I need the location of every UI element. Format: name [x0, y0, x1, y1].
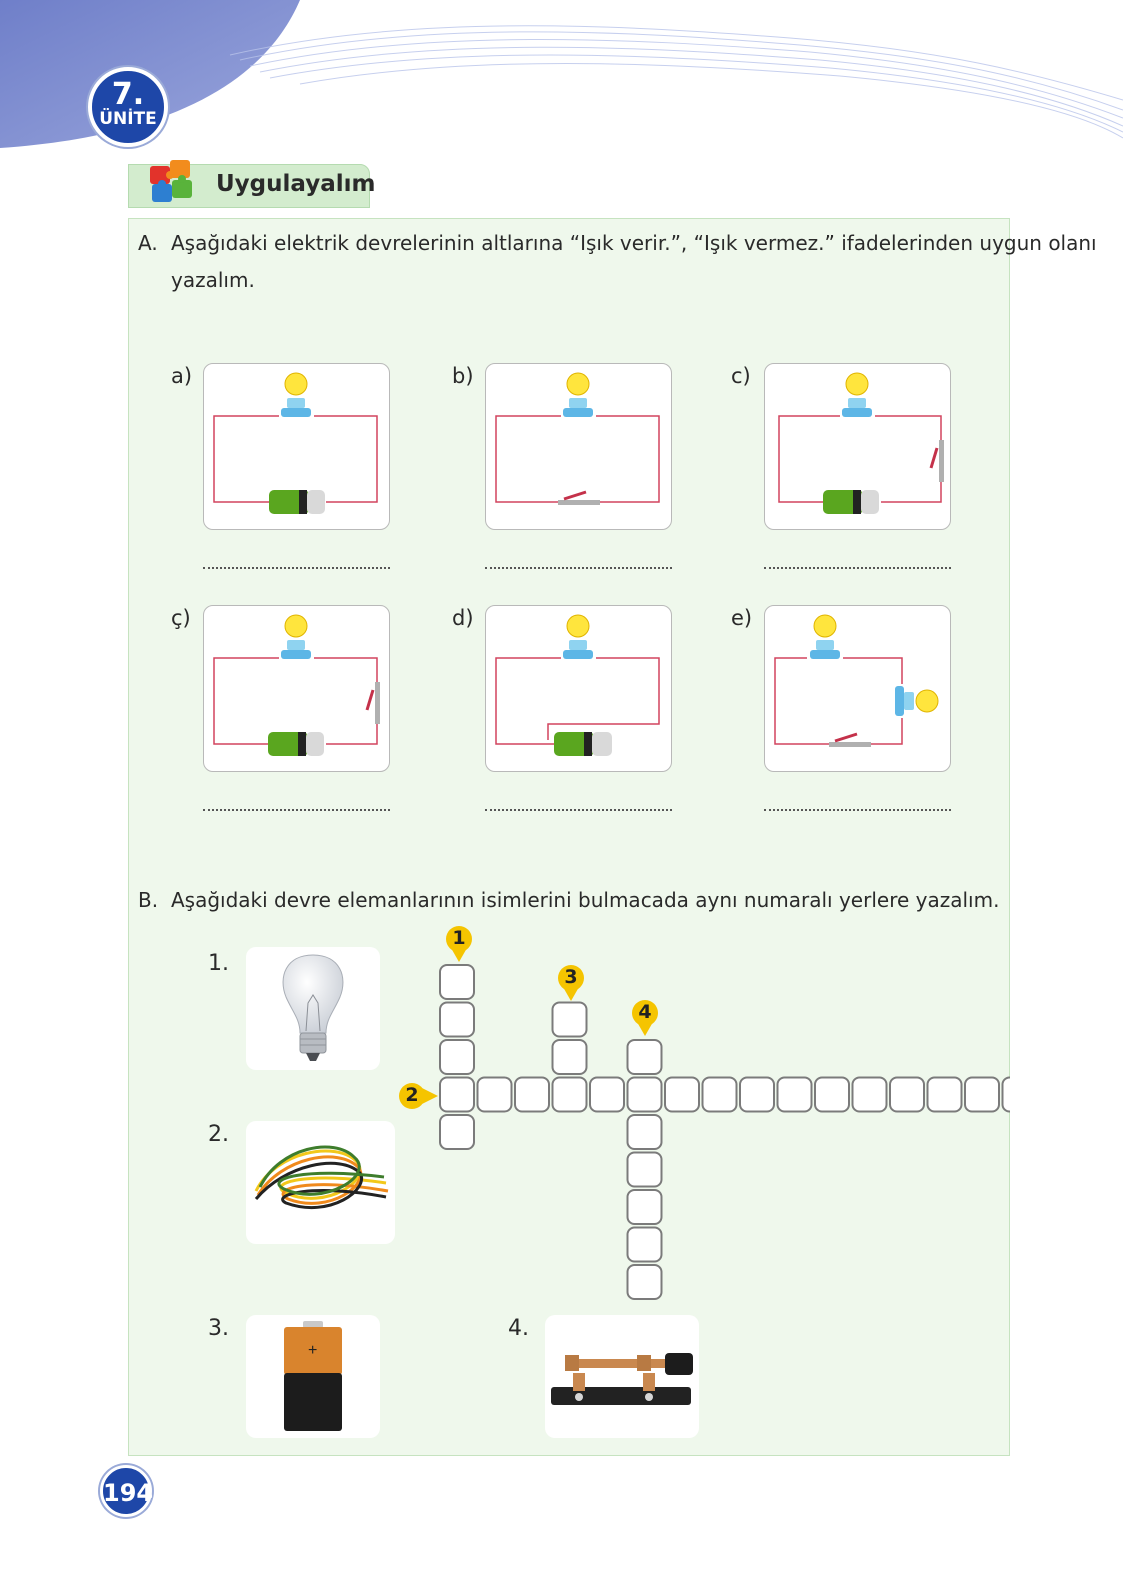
answer-line-d[interactable] [485, 809, 672, 811]
circuit-label-c: c) [731, 364, 751, 388]
crossword-cell[interactable] [553, 1040, 587, 1074]
battery-icon [823, 490, 879, 514]
light-bulb-icon [246, 947, 380, 1070]
item-card-battery [246, 1315, 380, 1438]
circuit-label-d: d) [452, 606, 474, 630]
switch-icon [829, 734, 871, 747]
battery-icon [269, 490, 325, 514]
part-b-instruction: Aşağıdaki devre elemanlarının isimlerini bulmacada aynı numaralı yerlere yazalım. [171, 888, 1000, 912]
circuit-diagram-c [764, 363, 951, 530]
switch-icon [931, 440, 944, 482]
circuit-diagram-a [203, 363, 390, 530]
header-decoration [0, 0, 1123, 160]
circuit-label-b: b) [452, 364, 474, 388]
item-card-switch [545, 1315, 699, 1438]
marker-1: 1 [452, 927, 466, 949]
section-title: Uygulayalım [216, 171, 376, 197]
wire-bundle-icon [246, 1121, 395, 1244]
marker-2: 2 [405, 1084, 419, 1106]
crossword-cell[interactable] [1003, 1078, 1011, 1112]
puzzle-icon [146, 156, 198, 206]
crossword-cell[interactable] [628, 1153, 662, 1187]
page-number: 194 [100, 1465, 152, 1517]
crossword-cell[interactable] [778, 1078, 812, 1112]
crossword-cell[interactable] [853, 1078, 887, 1112]
circuit-c-cedilla-drawing [204, 606, 391, 773]
crossword-cell[interactable] [440, 1115, 474, 1149]
answer-line-b[interactable] [485, 567, 672, 569]
answer-line-c-cedilla[interactable] [203, 809, 390, 811]
crossword-cell[interactable] [628, 1190, 662, 1224]
bulb-icon [563, 615, 593, 659]
item-number-3: 3. [208, 1316, 229, 1341]
circuit-d-drawing [486, 606, 673, 773]
crossword-cell[interactable] [553, 1078, 587, 1112]
battery-icon [246, 1315, 380, 1438]
circuit-label-e: e) [731, 606, 753, 630]
crossword-cell[interactable] [928, 1078, 962, 1112]
circuit-a-drawing [204, 364, 391, 531]
item-card-bulb [246, 947, 380, 1070]
bulb-icon [281, 373, 311, 417]
crossword-cell[interactable] [440, 1003, 474, 1037]
part-b-letter: B. [138, 888, 159, 912]
circuit-c-drawing [765, 364, 952, 531]
crossword-cell[interactable] [703, 1078, 737, 1112]
circuit-diagram-e [764, 605, 951, 772]
crossword-cell[interactable] [965, 1078, 999, 1112]
switch-icon [558, 492, 600, 505]
circuit-label-c-cedilla: ç) [171, 606, 191, 630]
crossword-cell[interactable] [553, 1003, 587, 1037]
circuit-diagram-b [485, 363, 672, 530]
switch-icon [367, 682, 380, 724]
marker-4: 4 [638, 1001, 652, 1023]
second-bulb-icon [895, 686, 938, 716]
crossword-cell[interactable] [815, 1078, 849, 1112]
part-a-instruction-line1: Aşağıdaki elektrik devrelerinin altlarına “Işık verir.”, “Işık vermez.” ifadelerinden uygun olanı [171, 231, 1097, 255]
item-number-1: 1. [208, 951, 229, 976]
crossword-cell[interactable] [740, 1078, 774, 1112]
answer-line-a[interactable] [203, 567, 390, 569]
bulb-icon [281, 615, 311, 659]
crossword-cell[interactable] [890, 1078, 924, 1112]
circuit-diagram-d [485, 605, 672, 772]
crossword-cell[interactable] [515, 1078, 549, 1112]
answer-line-c[interactable] [764, 567, 951, 569]
item-number-2: 2. [208, 1122, 229, 1147]
bulb-icon [842, 373, 872, 417]
knife-switch-icon [545, 1315, 699, 1438]
bulb-icon [810, 615, 840, 659]
crossword-cell[interactable] [440, 965, 474, 999]
circuit-label-a: a) [171, 364, 193, 388]
part-a-letter: A. [138, 231, 158, 255]
crossword-cell[interactable] [628, 1265, 662, 1299]
crossword-cell[interactable] [628, 1040, 662, 1074]
crossword-cell[interactable] [628, 1228, 662, 1262]
crossword-cell[interactable] [478, 1078, 512, 1112]
crossword-cell[interactable] [628, 1115, 662, 1149]
battery-icon [268, 732, 324, 756]
part-a-instruction-line2: yazalım. [171, 268, 255, 292]
answer-line-e[interactable] [764, 809, 951, 811]
crossword-cell[interactable] [665, 1078, 699, 1112]
circuit-e-drawing [765, 606, 952, 773]
unit-badge [88, 67, 168, 147]
bulb-icon [563, 373, 593, 417]
crossword-grid [400, 925, 1010, 1305]
circuit-diagram-c-cedilla [203, 605, 390, 772]
item-card-wire [246, 1121, 395, 1244]
crossword-cell[interactable] [440, 1040, 474, 1074]
crossword-cell[interactable] [628, 1078, 662, 1112]
crossword-cell[interactable] [590, 1078, 624, 1112]
marker-3: 3 [564, 966, 578, 988]
crossword-cell[interactable] [440, 1078, 474, 1112]
unit-label: ÜNİTE [99, 109, 157, 129]
battery-icon [554, 732, 612, 756]
item-number-4: 4. [508, 1316, 529, 1341]
circuit-b-drawing [486, 364, 673, 531]
svg-text:+: + [308, 1342, 318, 1359]
unit-number: 7. [111, 77, 145, 112]
